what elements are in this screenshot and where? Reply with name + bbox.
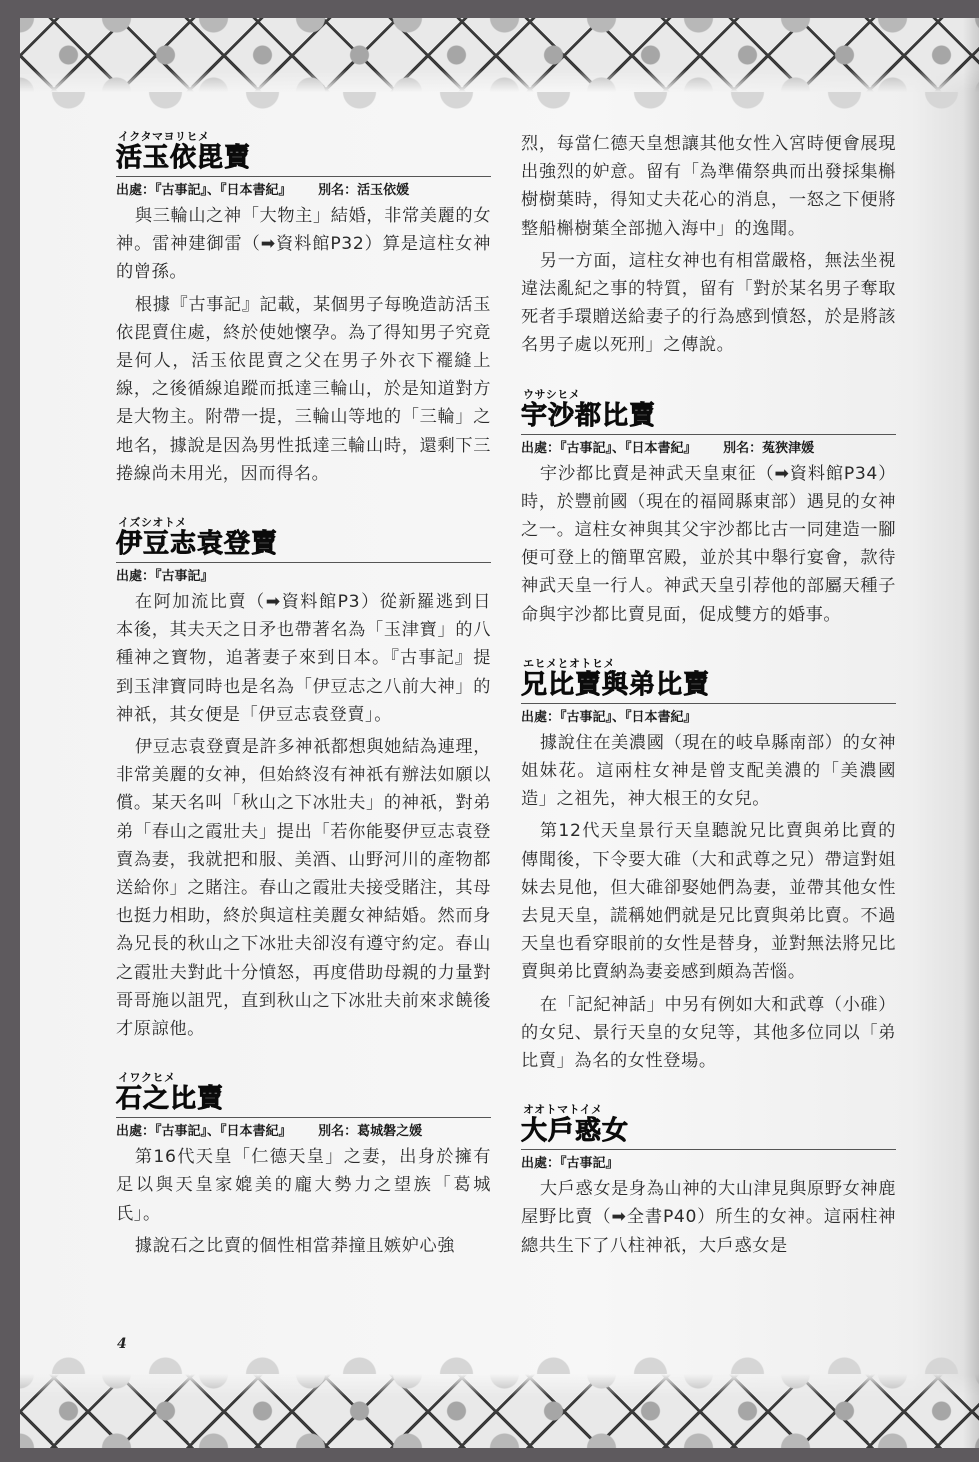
source-value: 『古事記』、『日本書紀』 xyxy=(560,440,697,456)
divider xyxy=(521,703,896,704)
alias-value: 菟狹津媛 xyxy=(762,440,815,456)
entry-kana: オオトマトイメ xyxy=(523,1103,603,1117)
source-value: 『古事記』 xyxy=(155,569,214,585)
source-value: 『古事記』、『日本書紀』 xyxy=(560,709,697,725)
source-label: 出處： xyxy=(116,183,156,198)
entry-ootomatoime xyxy=(521,1103,896,1260)
paragraph: 第12代天皇景行天皇聽說兄比賣與弟比賣的傳聞後，下令要大碓（大和武尊之兄）帶這對姐妹去見他，但大碓卻娶她們為妻，並帶其他女性去見天皇，謊稱她們就是兄比賣與弟比賣。不過天皇也看穿眼前的女性是替身，並對無法將兄比賣與弟比賣納為妻妾感到頗為苦惱。 xyxy=(521,821,896,983)
entry-meta xyxy=(521,438,896,460)
entry-title: 宇沙都比賣 xyxy=(521,400,657,431)
divider xyxy=(521,1149,896,1150)
source-value: 『古事記』、『日本書紀』 xyxy=(155,1124,292,1140)
entry-kana: イズシオトメ xyxy=(118,516,187,530)
book-page xyxy=(20,18,979,1448)
divider xyxy=(116,562,491,563)
border-scallop-bottom xyxy=(20,1356,979,1374)
source-value: 『古事記』、『日本書紀』 xyxy=(155,183,292,198)
divider xyxy=(116,176,491,177)
source-label: 出處： xyxy=(521,440,561,456)
paragraph: 宇沙都比賣是神武天皇東征（➡資料館P34）時，於豐前國（現在的福岡縣東部）遇見的女神之一。這柱女神與其父宇沙都比古一同建造一腳便可登上的簡單宮殿，並於其中舉行宴會，款待神武天皇一行人。神武天皇引荐他的部屬天種子命與宇沙都比賣見面，促成雙方的婚事。 xyxy=(521,463,896,625)
decorative-border-bottom xyxy=(20,1374,979,1448)
source-label: 出處： xyxy=(116,1124,156,1140)
entry-ehime-otohime xyxy=(521,657,896,1075)
alias-label: 別名： xyxy=(318,1124,358,1140)
paragraph: 據說石之比賣的個性相當莽撞且嫉妒心強 xyxy=(134,1235,456,1256)
page-edge-shadow xyxy=(963,18,979,1448)
page-number: 4 xyxy=(117,1336,127,1352)
source-label: 出處： xyxy=(116,569,156,585)
divider xyxy=(116,1117,491,1118)
entry-ikutamayoribime xyxy=(116,130,491,488)
source-label: 出處： xyxy=(521,709,561,725)
alias-label: 別名： xyxy=(318,183,358,198)
source-label: 出處： xyxy=(521,1156,561,1172)
entry-title: 活玉依毘賣 xyxy=(116,143,252,173)
entry-meta xyxy=(116,566,491,588)
paragraph: 在「記紀神話」中另有例如大和武尊（小碓）的女兒、景行天皇的女兒等，其他多位同以「弟比賣」為名的女性登場。 xyxy=(521,994,896,1072)
entry-meta xyxy=(116,180,491,202)
alias-value: 活玉依媛 xyxy=(357,183,410,198)
alias-label: 別名： xyxy=(723,440,763,456)
entry-kana: イクタマヨリヒメ xyxy=(118,130,210,143)
paragraph: 在阿加流比賣（➡資料館P3）從新羅逃到日本後，其夫天之日矛也帶著名為「玉津寶」的八種神之寶物，追著妻子來到日本。『古事記』提到玉津寶同時也是名為「伊豆志之八前大神」的神祇，其女便是「伊豆志袁登賣」。 xyxy=(116,592,491,725)
paragraph: 第16代天皇「仁德天皇」之妻，出身於擁有足以與天皇家媲美的龐大勢力之望族「葛城氏」。 xyxy=(116,1147,491,1224)
paragraph-continued: 烈，每當仁德天皇想讓其他女性入宮時便會展現出強烈的妒意。留有「為準備祭典而出發採集槲樹樹葉時，得知丈夫花心的消息，一怒之下便將整船槲樹葉全部拋入海中」的逸聞。 xyxy=(521,134,896,239)
alias-value: 葛城磐之媛 xyxy=(357,1124,423,1140)
entry-kana: イワクヒメ xyxy=(118,1071,176,1085)
entry-title: 石之比賣 xyxy=(116,1084,225,1115)
paragraph: 與三輪山之神「大物主」結婚，非常美麗的女神。雷神建御雷（➡資料館P32）算是這柱女神的曾孫。 xyxy=(116,206,491,283)
entry-meta xyxy=(521,1153,896,1175)
source-value: 『古事記』 xyxy=(560,1156,619,1172)
paragraph: 據說住在美濃國（現在的岐阜縣南部）的女神姐妹花。這兩柱女神是曾支配美濃的「美濃國造」之祖先，神大根王的女兒。 xyxy=(521,732,896,810)
paragraph: 根據『古事記』記載，某個男子每晚造訪活玉依毘賣住處，終於使她懷孕。為了得知男子究竟是何人，活玉依毘賣之父在男子外衣下襬縫上線，之後循線追蹤而抵達三輪山，於是知道對方是大物主。附帶一提，三輪山等地的「三輪」之地名，據說是因為男性抵達三輪山時，還剩下三捲線尚未用光，因而得名。 xyxy=(116,294,491,484)
decorative-border-top xyxy=(20,18,979,92)
paragraph: 大戶惑女是身為山神的大山津見與原野女神鹿屋野比賣（➡全書P40）所生的女神。這兩柱神總共生下了八柱神祇，大戶惑女是 xyxy=(521,1179,896,1256)
entry-title: 兄比賣與弟比賣 xyxy=(521,669,711,700)
entry-meta xyxy=(116,1121,491,1143)
paragraph: 另一方面，這柱女神也有相當嚴格，無法坐視違法亂紀之事的特質，留有「對於某名男子奪取死者手環贈送給妻子的行為感到憤怒，於是將該名男子處以死刑」之傳說。 xyxy=(521,250,896,356)
right-column xyxy=(521,130,896,1288)
entry-iwanohime-continued xyxy=(521,130,896,360)
paragraph: 伊豆志袁登賣是許多神祇都想與她結為連理，非常美麗的女神，但始終沒有神祇有辦法如願以償。某天名叫「秋山之下冰壯夫」的神祇，對弟弟「春山之霞壯夫」提出「若你能娶伊豆志袁登賣為妻，我就把和服、美酒、山野河川的產物都送給你」之賭注。春山之霞壯夫接受賭注，其母也挺力相助，終於與這柱美麗女神結婚。然而身為兄長的秋山之下冰壯夫卻沒有遵守約定。春山之霞壯夫對此十分憤怒，再度借助母親的力量對哥哥施以詛咒，直到秋山之下冰壯夫前來求饒後才原諒他。 xyxy=(116,737,491,1040)
entry-usatsuhime xyxy=(521,388,896,629)
divider xyxy=(521,434,896,435)
left-column xyxy=(116,130,491,1288)
entry-kana: エヒメとオトヒメ xyxy=(523,656,615,670)
entry-title: 伊豆志袁登賣 xyxy=(116,529,279,560)
entry-title: 大戶惑女 xyxy=(521,1116,630,1147)
border-scallop-top xyxy=(20,92,979,110)
entry-meta xyxy=(521,707,896,729)
entry-izushiotome xyxy=(116,516,491,1043)
entry-kana: ウサシヒメ xyxy=(523,387,581,401)
entry-iwanohime xyxy=(116,1071,491,1260)
